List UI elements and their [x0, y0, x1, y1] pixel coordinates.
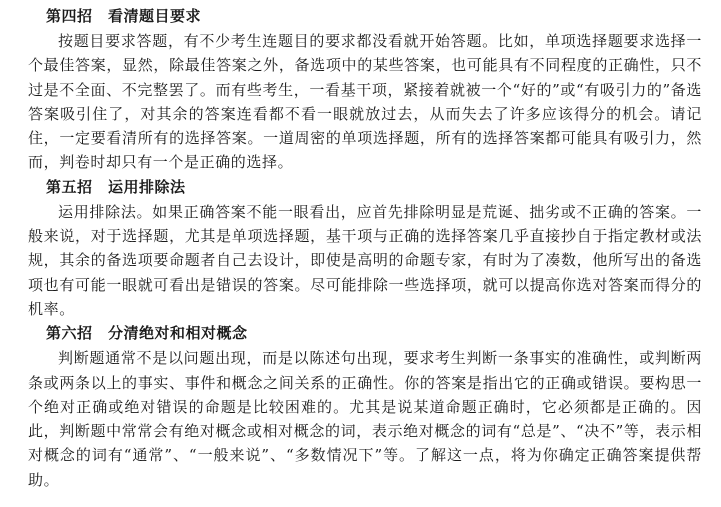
document-page	[28, 4, 702, 492]
section-tip-4	[28, 4, 702, 175]
section-paragraph: 运用排除法。如果正确答案不能一眼看出，应首先排除明显是荒诞、拙劣或不正确的答案。一般来说，对于选择题，尤其是单项选择题，基干项与正确的选择答案几乎直接抄自于指定教材或法规，其余的备选项要命题者自己去设计，即使是高明的命题专家，有时为了凑数，他所写出的备选项也有可能一眼就可看出是错误的答案。尽可能排除一些选择项，就可以提高你选对答案而得分的机率。	[28, 202, 702, 318]
section-heading: 第四招 看清题目要求	[46, 7, 202, 25]
section-tip-5	[28, 175, 702, 321]
section-tip-6	[28, 321, 702, 492]
section-heading: 第五招 运用排除法	[46, 177, 186, 196]
section-paragraph: 判断题通常不是以问题出现，而是以陈述句出现，要求考生判断一条事实的准确性，或判断两条或两条以上的事实、事件和概念之间关系的正确性。你的答案是指出它的正确或错误。要构思一个绝对正确或绝对错误的命题是比较困难的。尤其是说某道命题正确时，它必须都是正确的。因此，判断题中常常会有绝对概念或相对概念的词，表示绝对概念的词有“总是”、“决不”等，表示相对概念的词有“通常”、“一般来说”、“多数情况下”等。了解这一点，将为你确定正确答案提供帮助。	[28, 349, 702, 489]
section-heading: 第六招 分清绝对和相对概念	[46, 324, 248, 343]
section-paragraph: 按题目要求答题，有不少考生连题目的要求都没看就开始答题。比如，单项选择题要求选择一个最佳答案，显然，除最佳答案之外，备选项中的某些答案，也可能具有不同程度的正确性，只不过是不全面、不完整罢了。而有些考生，一看基干项，紧接着就被一个“好的”或“有吸引力的”备选答案吸引住了，对其余的答案连看都不看一眼就放过去，从而失去了许多应该得分的机会。请记住，一定要看清所有的选择答案。一道周密的单项选择题，所有的选择答案都可能具有吸引力，然而，判卷时却只有一个是正确的选择。	[28, 32, 702, 172]
